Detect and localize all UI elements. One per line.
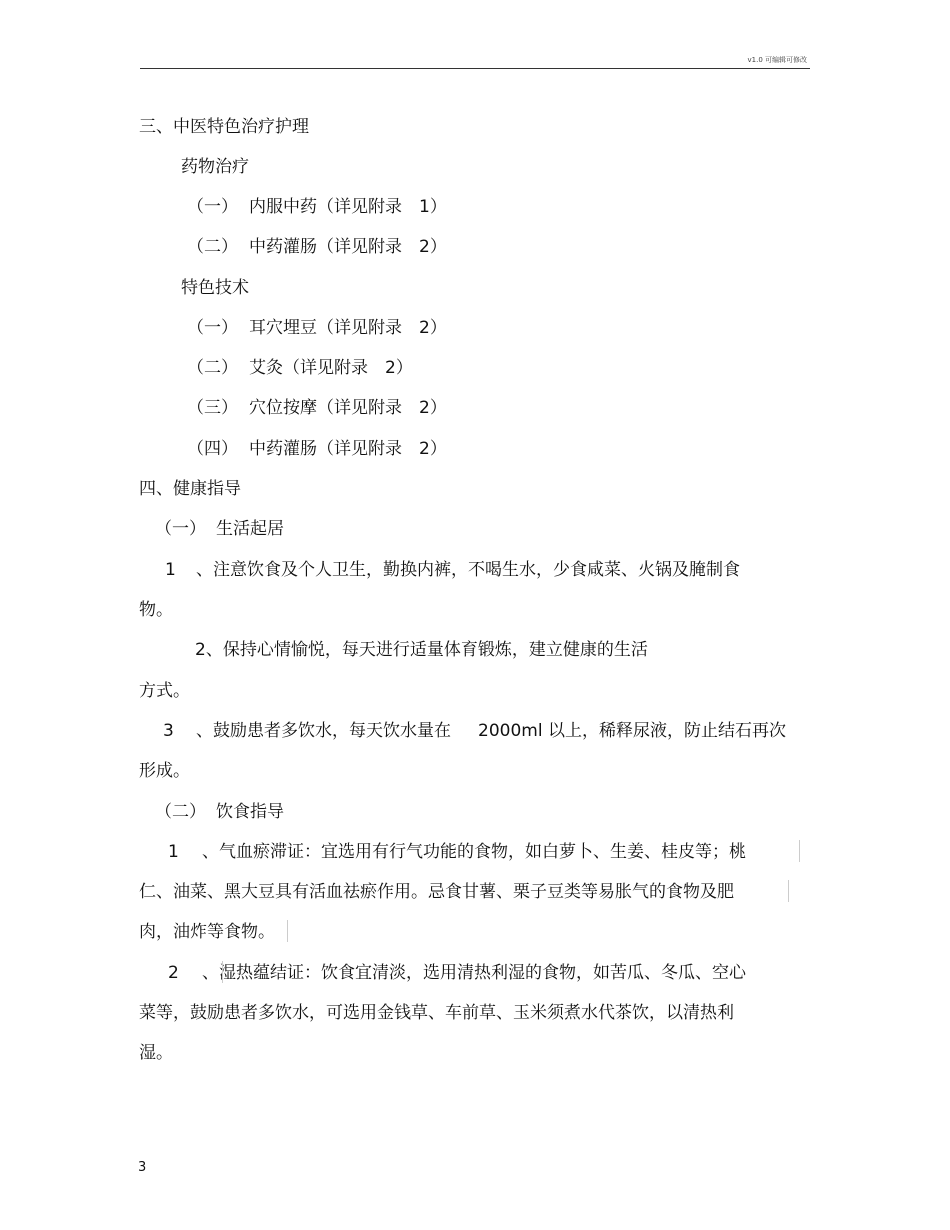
diet-subsection-number: （二） [155,802,206,822]
tech-item-4-number: （四） [187,439,238,459]
drug-item-1-text: 内服中药（详见附录 1） [249,197,447,217]
section-4-title: 四、健康指导 [139,479,241,499]
edit-margin-mark [799,840,800,862]
life-item-1-line-2: 物。 [139,600,173,620]
life-item-3-line-1a: 、鼓励患者多饮水，每天饮水量在 [196,721,451,741]
life-item-3-number: 3 [163,721,174,741]
diet-item-1-line-1: 、气血瘀滞证：宜选用有行气功能的食物，如白萝卜、生姜、桂皮等；桃 [202,842,746,862]
diet-item-2-line-3: 湿。 [139,1043,173,1063]
tech-item-3-text: 穴位按摩（详见附录 2） [249,398,447,418]
special-technique-heading: 特色技术 [181,278,249,298]
life-subsection-title: 生活起居 [216,519,284,539]
life-item-3-line-1b: 2000ml 以上，稀释尿液，防止结石再次 [478,721,786,741]
life-item-1-number: 1 [165,560,176,580]
life-item-3-line-2: 形成。 [139,761,190,781]
edit-margin-mark [788,880,789,902]
tech-item-1-text: 耳穴埋豆（详见附录 2） [249,318,447,338]
life-item-2-line-2: 方式。 [139,681,190,701]
drug-item-1-number: （一） [187,197,238,217]
tech-item-4-text: 中药灌肠（详见附录 2） [249,439,447,459]
drug-treatment-heading: 药物治疗 [181,157,249,177]
diet-item-1-line-2: 仁、油菜、黑大豆具有活血祛瘀作用。忌食甘薯、栗子豆类等易胀气的食物及肥 [139,882,734,902]
diet-item-1-number: 1 [168,842,179,862]
life-item-1-line-1: 、注意饮食及个人卫生，勤换内裤，不喝生水，少食咸菜、火锅及腌制食 [196,560,740,580]
page-number: 3 [138,1160,147,1175]
life-subsection-number: （一） [155,519,206,539]
tech-item-2-number: （二） [187,358,238,378]
tech-item-2-text: 艾灸（详见附录 2） [249,358,413,378]
header-version-note: v1.0 可编辑可修改 [747,56,807,64]
life-item-2-line-1: 2、保持心情愉悦，每天进行适量体育锻炼，建立健康的生活 [195,640,648,660]
header-rule [140,68,810,69]
section-3-title: 三、中医特色治疗护理 [139,117,309,137]
drug-item-2-number: （二） [187,237,238,257]
edit-margin-mark [222,961,223,983]
diet-item-2-line-1: 、湿热蕴结证：饮食宜清淡，选用清热利湿的食物，如苦瓜、冬瓜、空心 [202,963,746,983]
diet-item-2-line-2: 菜等，鼓励患者多饮水，可选用金钱草、车前草、玉米须煮水代茶饮，以清热利 [139,1003,734,1023]
diet-item-2-number: 2 [168,963,179,983]
edit-margin-mark [287,920,288,942]
diet-item-1-line-3: 肉，油炸等食物。 [139,922,275,942]
diet-subsection-title: 饮食指导 [216,802,284,822]
tech-item-3-number: （三） [187,398,238,418]
tech-item-1-number: （一） [187,318,238,338]
drug-item-2-text: 中药灌肠（详见附录 2） [249,237,447,257]
